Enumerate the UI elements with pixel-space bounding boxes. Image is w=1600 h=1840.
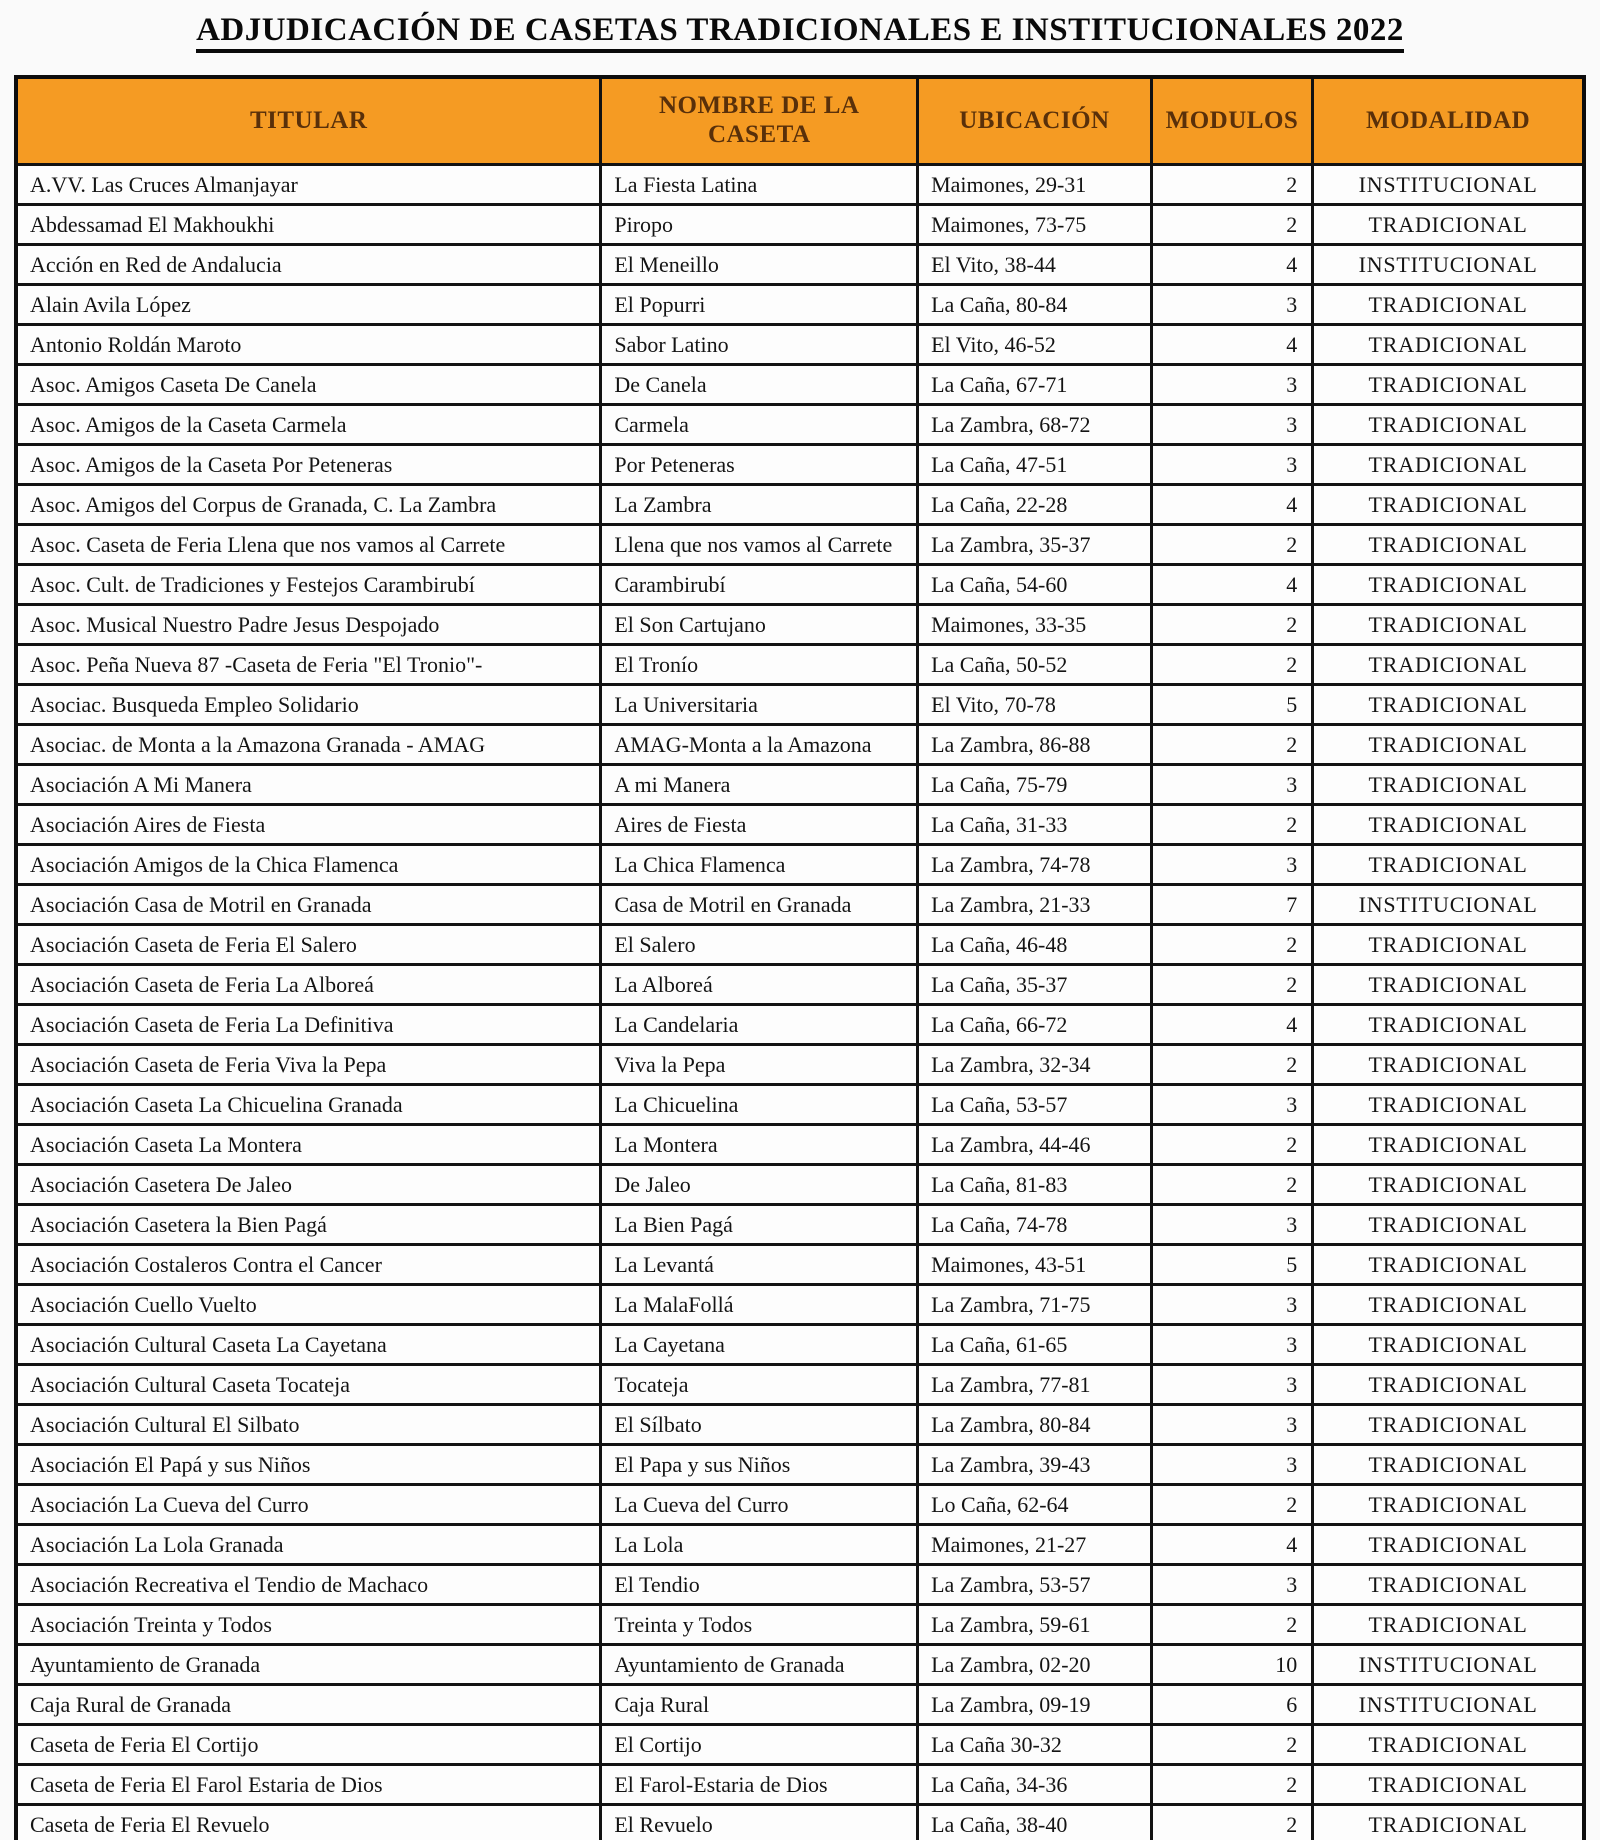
- cell-nombre-caseta: La MalaFollá: [601, 1285, 918, 1325]
- cell-nombre-caseta: Treinta y Todos: [601, 1605, 918, 1645]
- column-header-modalidad: MODALIDAD: [1313, 77, 1584, 165]
- table-body: [16, 165, 1584, 1840]
- cell-modulos: 2: [1151, 1605, 1313, 1645]
- cell-modulos: 2: [1151, 805, 1313, 845]
- cell-ubicacion: La Caña 30-32: [918, 1725, 1152, 1765]
- cell-modulos: 3: [1151, 365, 1313, 405]
- cell-nombre-caseta: El Son Cartujano: [601, 605, 918, 645]
- cell-modalidad: TRADICIONAL: [1313, 645, 1584, 685]
- cell-titular: Asoc. Caseta de Feria Llena que nos vamos al Carrete: [16, 525, 601, 565]
- cell-ubicacion: La Caña, 74-78: [918, 1205, 1152, 1245]
- table-row: [16, 1285, 1584, 1325]
- cell-nombre-caseta: La Chicuelina: [601, 1085, 918, 1125]
- cell-modalidad: TRADICIONAL: [1313, 405, 1584, 445]
- table-row: [16, 1685, 1584, 1725]
- cell-modalidad: INSTITUCIONAL: [1313, 1685, 1584, 1725]
- cell-titular: Asociación La Lola Granada: [16, 1525, 601, 1565]
- cell-modalidad: TRADICIONAL: [1313, 285, 1584, 325]
- cell-modulos: 4: [1151, 245, 1313, 285]
- cell-nombre-caseta: Sabor Latino: [601, 325, 918, 365]
- cell-nombre-caseta: La Chica Flamenca: [601, 845, 918, 885]
- cell-modalidad: TRADICIONAL: [1313, 1405, 1584, 1445]
- cell-titular: Asociación Caseta de Feria La Alboreá: [16, 965, 601, 1005]
- cell-modalidad: TRADICIONAL: [1313, 1085, 1584, 1125]
- cell-titular: Asociación Cultural Caseta Tocateja: [16, 1365, 601, 1405]
- cell-ubicacion: La Zambra, 35-37: [918, 525, 1152, 565]
- cell-nombre-caseta: El Farol-Estaria de Dios: [601, 1765, 918, 1805]
- cell-nombre-caseta: El Cortijo: [601, 1725, 918, 1765]
- cell-modalidad: TRADICIONAL: [1313, 965, 1584, 1005]
- table-row: [16, 445, 1584, 485]
- cell-modalidad: TRADICIONAL: [1313, 1005, 1584, 1045]
- cell-titular: Asociación Casetera la Bien Pagá: [16, 1205, 601, 1245]
- cell-modalidad: INSTITUCIONAL: [1313, 165, 1584, 205]
- cell-titular: Caseta de Feria El Farol Estaria de Dios: [16, 1765, 601, 1805]
- cell-titular: Asociación Caseta La Chicuelina Granada: [16, 1085, 601, 1125]
- cell-modalidad: TRADICIONAL: [1313, 325, 1584, 365]
- cell-ubicacion: La Zambra, 02-20: [918, 1645, 1152, 1685]
- cell-titular: Asociación Caseta La Montera: [16, 1125, 601, 1165]
- table-row: [16, 405, 1584, 445]
- cell-titular: Asociación A Mi Manera: [16, 765, 601, 805]
- cell-ubicacion: La Caña, 35-37: [918, 965, 1152, 1005]
- table-row: [16, 1645, 1584, 1685]
- cell-nombre-caseta: Tocateja: [601, 1365, 918, 1405]
- cell-modulos: 2: [1151, 1765, 1313, 1805]
- cell-ubicacion: Lo Caña, 62-64: [918, 1485, 1152, 1525]
- cell-nombre-caseta: La Fiesta Latina: [601, 165, 918, 205]
- table-row: [16, 1605, 1584, 1645]
- cell-modalidad: TRADICIONAL: [1313, 1485, 1584, 1525]
- cell-titular: Antonio Roldán Maroto: [16, 325, 601, 365]
- table-row: [16, 1725, 1584, 1765]
- cell-ubicacion: La Caña, 75-79: [918, 765, 1152, 805]
- cell-nombre-caseta: Ayuntamiento de Granada: [601, 1645, 918, 1685]
- page-title: [0, 12, 1600, 49]
- cell-nombre-caseta: Carmela: [601, 405, 918, 445]
- cell-titular: Asoc. Amigos Caseta De Canela: [16, 365, 601, 405]
- cell-modalidad: TRADICIONAL: [1313, 1445, 1584, 1485]
- cell-ubicacion: La Zambra, 77-81: [918, 1365, 1152, 1405]
- cell-ubicacion: El Vito, 70-78: [918, 685, 1152, 725]
- cell-modulos: 3: [1151, 1085, 1313, 1125]
- cell-titular: Asociación Caseta de Feria Viva la Pepa: [16, 1045, 601, 1085]
- cell-modulos: 4: [1151, 565, 1313, 605]
- cell-ubicacion: La Zambra, 09-19: [918, 1685, 1152, 1725]
- table-row: [16, 205, 1584, 245]
- cell-ubicacion: El Vito, 46-52: [918, 325, 1152, 365]
- cell-modalidad: TRADICIONAL: [1313, 1045, 1584, 1085]
- cell-ubicacion: La Caña, 46-48: [918, 925, 1152, 965]
- cell-titular: Asociación Recreativa el Tendio de Machaco: [16, 1565, 601, 1605]
- cell-modalidad: TRADICIONAL: [1313, 1565, 1584, 1605]
- cell-nombre-caseta: El Sílbato: [601, 1405, 918, 1445]
- page-title-text: ADJUDICACIÓN DE CASETAS TRADICIONALES E INSTITUCIONALES 2022: [196, 12, 1404, 53]
- cell-nombre-caseta: La Cayetana: [601, 1325, 918, 1365]
- column-header-modulos: MODULOS: [1151, 77, 1313, 165]
- table-row: [16, 965, 1584, 1005]
- cell-modulos: 2: [1151, 1165, 1313, 1205]
- cell-titular: Caseta de Feria El Cortijo: [16, 1725, 601, 1765]
- cell-modalidad: TRADICIONAL: [1313, 1205, 1584, 1245]
- table-row: [16, 1525, 1584, 1565]
- cell-titular: Asociación Aires de Fiesta: [16, 805, 601, 845]
- cell-modalidad: TRADICIONAL: [1313, 1245, 1584, 1285]
- cell-modalidad: TRADICIONAL: [1313, 685, 1584, 725]
- cell-nombre-caseta: La Universitaria: [601, 685, 918, 725]
- cell-modulos: 2: [1151, 1045, 1313, 1085]
- cell-nombre-caseta: El Salero: [601, 925, 918, 965]
- cell-nombre-caseta: De Canela: [601, 365, 918, 405]
- cell-titular: Caseta de Feria El Revuelo: [16, 1805, 601, 1840]
- cell-ubicacion: La Zambra, 21-33: [918, 885, 1152, 925]
- cell-modulos: 2: [1151, 525, 1313, 565]
- cell-ubicacion: La Caña, 67-71: [918, 365, 1152, 405]
- cell-nombre-caseta: Aires de Fiesta: [601, 805, 918, 845]
- cell-modulos: 2: [1151, 165, 1313, 205]
- cell-modalidad: TRADICIONAL: [1313, 765, 1584, 805]
- table-row: [16, 645, 1584, 685]
- cell-nombre-caseta: La Bien Pagá: [601, 1205, 918, 1245]
- table-row: [16, 1125, 1584, 1165]
- cell-modalidad: TRADICIONAL: [1313, 1605, 1584, 1645]
- cell-ubicacion: La Caña, 54-60: [918, 565, 1152, 605]
- cell-nombre-caseta: El Tronío: [601, 645, 918, 685]
- cell-modulos: 5: [1151, 1245, 1313, 1285]
- cell-titular: Asociación Casetera De Jaleo: [16, 1165, 601, 1205]
- cell-nombre-caseta: La Candelaria: [601, 1005, 918, 1045]
- cell-modulos: 3: [1151, 1325, 1313, 1365]
- cell-ubicacion: Maimones, 43-51: [918, 1245, 1152, 1285]
- cell-nombre-caseta: El Revuelo: [601, 1805, 918, 1840]
- cell-modulos: 10: [1151, 1645, 1313, 1685]
- cell-titular: Asociación La Cueva del Curro: [16, 1485, 601, 1525]
- cell-nombre-caseta: Viva la Pepa: [601, 1045, 918, 1085]
- cell-ubicacion: La Zambra, 32-34: [918, 1045, 1152, 1085]
- table-row: [16, 165, 1584, 205]
- cell-modulos: 2: [1151, 965, 1313, 1005]
- cell-modalidad: TRADICIONAL: [1313, 1525, 1584, 1565]
- table-row: [16, 1405, 1584, 1445]
- cell-ubicacion: Maimones, 21-27: [918, 1525, 1152, 1565]
- cell-modalidad: TRADICIONAL: [1313, 1365, 1584, 1405]
- cell-modulos: 4: [1151, 325, 1313, 365]
- column-header-titular: TITULAR: [16, 77, 601, 165]
- cell-ubicacion: Maimones, 73-75: [918, 205, 1152, 245]
- cell-nombre-caseta: Por Peteneras: [601, 445, 918, 485]
- cell-titular: Acción en Red de Andalucia: [16, 245, 601, 285]
- cell-titular: Asociación Treinta y Todos: [16, 1605, 601, 1645]
- table-row: [16, 765, 1584, 805]
- cell-titular: Asociac. de Monta a la Amazona Granada - AMAG: [16, 725, 601, 765]
- cell-titular: Alain Avila López: [16, 285, 601, 325]
- table-row: [16, 1485, 1584, 1525]
- cell-modalidad: TRADICIONAL: [1313, 805, 1584, 845]
- cell-nombre-caseta: AMAG-Monta a la Amazona: [601, 725, 918, 765]
- cell-ubicacion: La Caña, 47-51: [918, 445, 1152, 485]
- cell-titular: Asociación Caseta de Feria El Salero: [16, 925, 601, 965]
- table-row: [16, 925, 1584, 965]
- cell-modalidad: TRADICIONAL: [1313, 725, 1584, 765]
- cell-modalidad: TRADICIONAL: [1313, 845, 1584, 885]
- cell-titular: Caja Rural de Granada: [16, 1685, 601, 1725]
- header-row: [16, 77, 1584, 165]
- cell-nombre-caseta: Carambirubí: [601, 565, 918, 605]
- table-row: [16, 1325, 1584, 1365]
- table-row: [16, 605, 1584, 645]
- cell-nombre-caseta: La Levantá: [601, 1245, 918, 1285]
- cell-nombre-caseta: Piropo: [601, 205, 918, 245]
- cell-modulos: 2: [1151, 1125, 1313, 1165]
- cell-modalidad: TRADICIONAL: [1313, 365, 1584, 405]
- cell-titular: Asociación El Papá y sus Niños: [16, 1445, 601, 1485]
- cell-ubicacion: La Caña, 66-72: [918, 1005, 1152, 1045]
- table-row: [16, 325, 1584, 365]
- table-row: [16, 885, 1584, 925]
- cell-ubicacion: La Caña, 34-36: [918, 1765, 1152, 1805]
- casetas-table: [14, 75, 1586, 1840]
- cell-nombre-caseta: A mi Manera: [601, 765, 918, 805]
- cell-modulos: 7: [1151, 885, 1313, 925]
- cell-modulos: 2: [1151, 1725, 1313, 1765]
- cell-modalidad: TRADICIONAL: [1313, 605, 1584, 645]
- table-row: [16, 1565, 1584, 1605]
- cell-modalidad: INSTITUCIONAL: [1313, 885, 1584, 925]
- cell-nombre-caseta: La Zambra: [601, 485, 918, 525]
- cell-titular: Abdessamad El Makhoukhi: [16, 205, 601, 245]
- cell-modalidad: TRADICIONAL: [1313, 1765, 1584, 1805]
- cell-modulos: 2: [1151, 645, 1313, 685]
- cell-ubicacion: La Zambra, 71-75: [918, 1285, 1152, 1325]
- cell-modulos: 3: [1151, 1565, 1313, 1605]
- cell-modulos: 3: [1151, 765, 1313, 805]
- cell-titular: Asoc. Cult. de Tradiciones y Festejos Carambirubí: [16, 565, 601, 605]
- cell-modalidad: TRADICIONAL: [1313, 1325, 1584, 1365]
- cell-ubicacion: La Zambra, 44-46: [918, 1125, 1152, 1165]
- cell-modulos: 3: [1151, 1205, 1313, 1245]
- cell-nombre-caseta: Llena que nos vamos al Carrete: [601, 525, 918, 565]
- cell-nombre-caseta: La Cueva del Curro: [601, 1485, 918, 1525]
- table-row: [16, 805, 1584, 845]
- table-row: [16, 1445, 1584, 1485]
- table-row: [16, 285, 1584, 325]
- cell-nombre-caseta: Caja Rural: [601, 1685, 918, 1725]
- cell-ubicacion: La Caña, 22-28: [918, 485, 1152, 525]
- table-row: [16, 685, 1584, 725]
- cell-modulos: 3: [1151, 285, 1313, 325]
- cell-nombre-caseta: La Alboreá: [601, 965, 918, 1005]
- cell-nombre-caseta: Casa de Motril en Granada: [601, 885, 918, 925]
- cell-titular: Asoc. Amigos de la Caseta Por Peteneras: [16, 445, 601, 485]
- table-row: [16, 1165, 1584, 1205]
- cell-ubicacion: La Zambra, 80-84: [918, 1405, 1152, 1445]
- table-row: [16, 565, 1584, 605]
- cell-modalidad: INSTITUCIONAL: [1313, 245, 1584, 285]
- cell-modulos: 3: [1151, 445, 1313, 485]
- table-row: [16, 1245, 1584, 1285]
- cell-ubicacion: La Zambra, 59-61: [918, 1605, 1152, 1645]
- table-row: [16, 525, 1584, 565]
- cell-ubicacion: El Vito, 38-44: [918, 245, 1152, 285]
- table-row: [16, 1765, 1584, 1805]
- cell-titular: Asociación Cultural El Silbato: [16, 1405, 601, 1445]
- cell-titular: Asociación Cuello Vuelto: [16, 1285, 601, 1325]
- cell-nombre-caseta: El Popurri: [601, 285, 918, 325]
- table-row: [16, 1045, 1584, 1085]
- cell-titular: Asociac. Busqueda Empleo Solidario: [16, 685, 601, 725]
- cell-nombre-caseta: La Lola: [601, 1525, 918, 1565]
- cell-modalidad: TRADICIONAL: [1313, 1285, 1584, 1325]
- table-row: [16, 1085, 1584, 1125]
- table-row: [16, 1005, 1584, 1045]
- cell-ubicacion: La Caña, 31-33: [918, 805, 1152, 845]
- table-row: [16, 725, 1584, 765]
- table-row: [16, 845, 1584, 885]
- cell-modulos: 2: [1151, 1805, 1313, 1840]
- cell-modulos: 3: [1151, 845, 1313, 885]
- cell-titular: Asoc. Amigos de la Caseta Carmela: [16, 405, 601, 445]
- column-header-ubicacion: UBICACIÓN: [918, 77, 1152, 165]
- cell-titular: Asociación Costaleros Contra el Cancer: [16, 1245, 601, 1285]
- cell-ubicacion: La Caña, 38-40: [918, 1805, 1152, 1840]
- cell-modalidad: TRADICIONAL: [1313, 1725, 1584, 1765]
- table-row: [16, 1365, 1584, 1405]
- cell-nombre-caseta: De Jaleo: [601, 1165, 918, 1205]
- table-header: [16, 77, 1584, 165]
- cell-modulos: 4: [1151, 485, 1313, 525]
- cell-titular: Asociación Cultural Caseta La Cayetana: [16, 1325, 601, 1365]
- table-row: [16, 1205, 1584, 1245]
- cell-nombre-caseta: El Papa y sus Niños: [601, 1445, 918, 1485]
- cell-nombre-caseta: La Montera: [601, 1125, 918, 1165]
- column-header-nombre-caseta: NOMBRE DE LA CASETA: [601, 77, 918, 165]
- table-row: [16, 485, 1584, 525]
- cell-modulos: 2: [1151, 605, 1313, 645]
- cell-modalidad: INSTITUCIONAL: [1313, 1645, 1584, 1685]
- cell-titular: Asociación Casa de Motril en Granada: [16, 885, 601, 925]
- cell-modulos: 2: [1151, 925, 1313, 965]
- cell-modalidad: TRADICIONAL: [1313, 925, 1584, 965]
- cell-ubicacion: La Caña, 53-57: [918, 1085, 1152, 1125]
- cell-modalidad: TRADICIONAL: [1313, 205, 1584, 245]
- cell-ubicacion: La Zambra, 86-88: [918, 725, 1152, 765]
- cell-nombre-caseta: El Tendio: [601, 1565, 918, 1605]
- cell-modulos: 3: [1151, 1365, 1313, 1405]
- cell-modulos: 4: [1151, 1525, 1313, 1565]
- cell-modulos: 2: [1151, 1485, 1313, 1525]
- cell-modulos: 2: [1151, 725, 1313, 765]
- cell-ubicacion: Maimones, 33-35: [918, 605, 1152, 645]
- cell-modulos: 5: [1151, 685, 1313, 725]
- cell-modalidad: TRADICIONAL: [1313, 565, 1584, 605]
- cell-titular: Asoc. Amigos del Corpus de Granada, C. La Zambra: [16, 485, 601, 525]
- table-row: [16, 1805, 1584, 1840]
- cell-modulos: 6: [1151, 1685, 1313, 1725]
- cell-modalidad: TRADICIONAL: [1313, 485, 1584, 525]
- cell-titular: Ayuntamiento de Granada: [16, 1645, 601, 1685]
- cell-ubicacion: La Caña, 81-83: [918, 1165, 1152, 1205]
- cell-ubicacion: La Caña, 80-84: [918, 285, 1152, 325]
- cell-ubicacion: Maimones, 29-31: [918, 165, 1152, 205]
- cell-ubicacion: La Zambra, 53-57: [918, 1565, 1152, 1605]
- cell-ubicacion: La Zambra, 68-72: [918, 405, 1152, 445]
- cell-nombre-caseta: El Meneillo: [601, 245, 918, 285]
- cell-modalidad: TRADICIONAL: [1313, 445, 1584, 485]
- cell-ubicacion: La Caña, 50-52: [918, 645, 1152, 685]
- cell-modalidad: TRADICIONAL: [1313, 1125, 1584, 1165]
- table-row: [16, 245, 1584, 285]
- cell-modalidad: TRADICIONAL: [1313, 1165, 1584, 1205]
- cell-modulos: 2: [1151, 205, 1313, 245]
- cell-ubicacion: La Zambra, 74-78: [918, 845, 1152, 885]
- cell-modulos: 3: [1151, 1445, 1313, 1485]
- cell-modulos: 3: [1151, 1285, 1313, 1325]
- cell-modulos: 4: [1151, 1005, 1313, 1045]
- cell-modulos: 3: [1151, 405, 1313, 445]
- cell-modulos: 3: [1151, 1405, 1313, 1445]
- cell-modalidad: TRADICIONAL: [1313, 1805, 1584, 1840]
- cell-titular: Asociación Caseta de Feria La Definitiva: [16, 1005, 601, 1045]
- table-row: [16, 365, 1584, 405]
- cell-titular: Asoc. Musical Nuestro Padre Jesus Despojado: [16, 605, 601, 645]
- cell-ubicacion: La Caña, 61-65: [918, 1325, 1152, 1365]
- cell-ubicacion: La Zambra, 39-43: [918, 1445, 1152, 1485]
- cell-modalidad: TRADICIONAL: [1313, 525, 1584, 565]
- cell-titular: Asociación Amigos de la Chica Flamenca: [16, 845, 601, 885]
- cell-titular: A.VV. Las Cruces Almanjayar: [16, 165, 601, 205]
- cell-titular: Asoc. Peña Nueva 87 -Caseta de Feria "El Tronio"-: [16, 645, 601, 685]
